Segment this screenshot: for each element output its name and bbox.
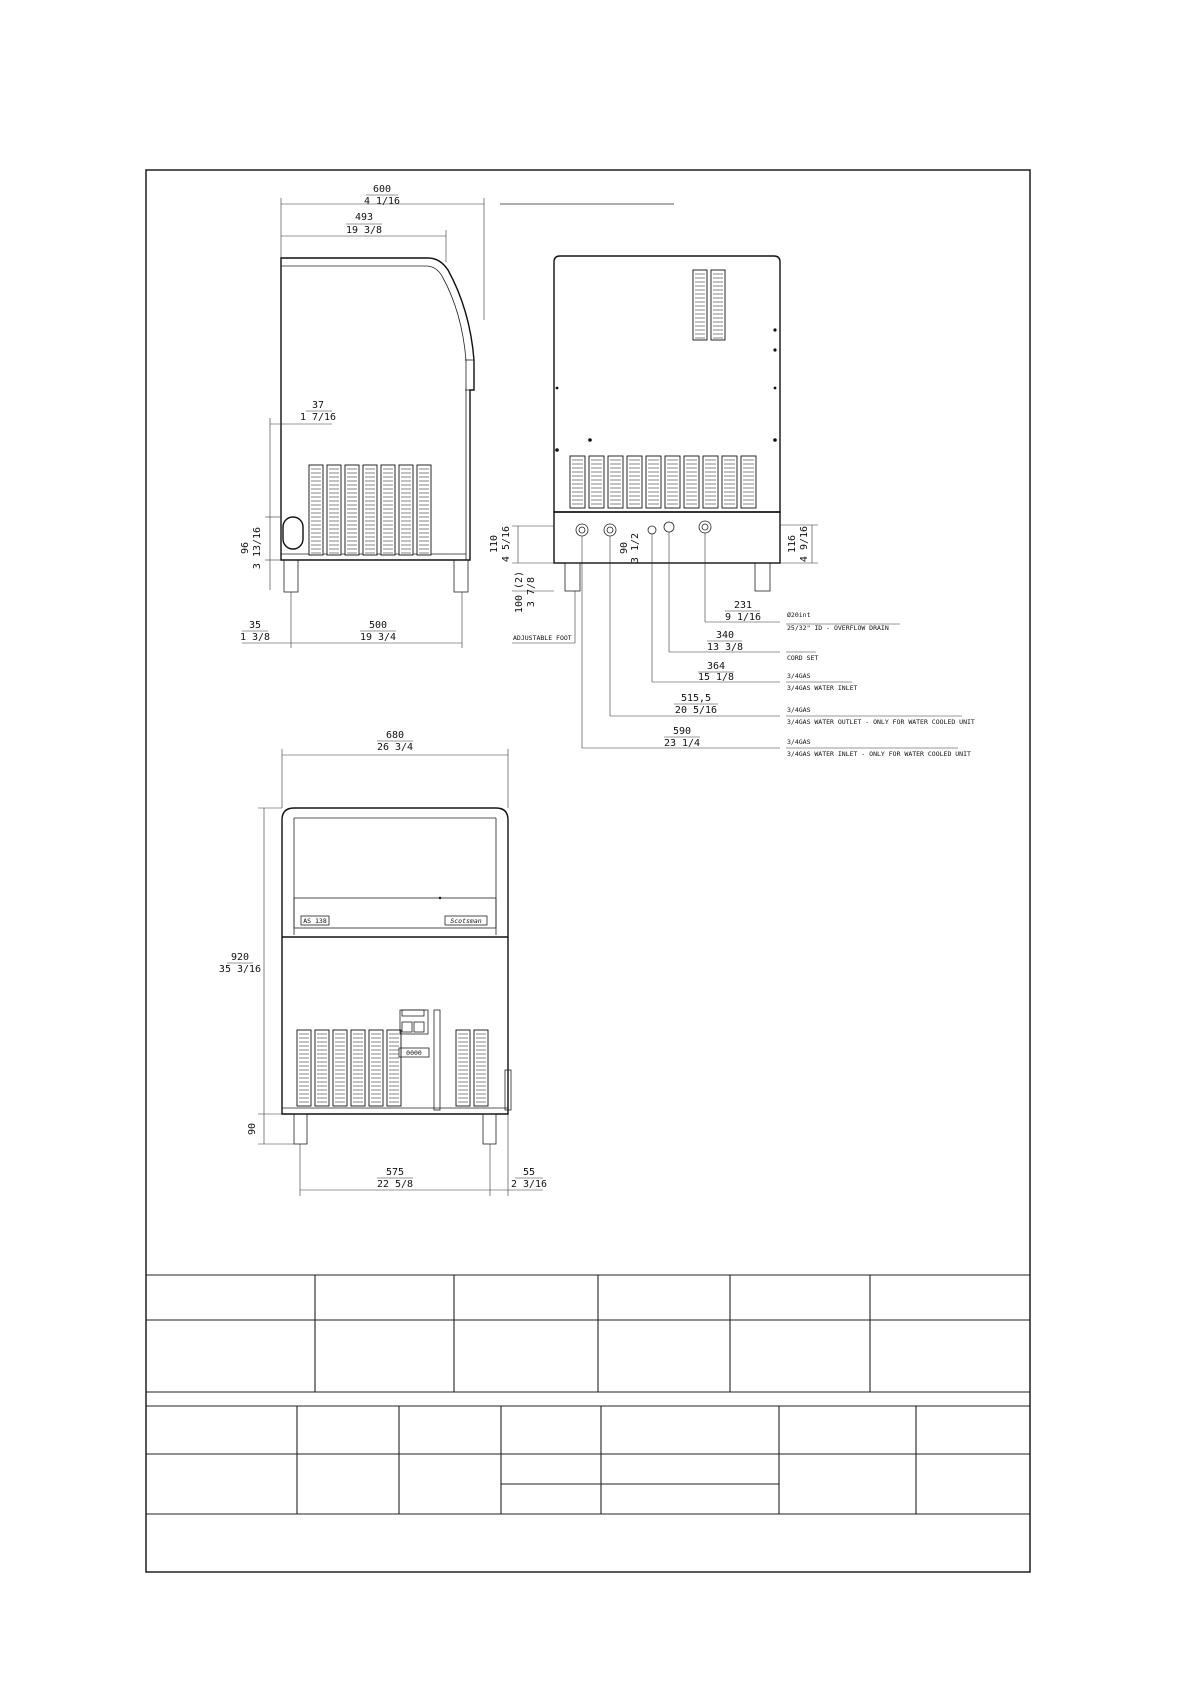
side-grille bbox=[309, 465, 431, 555]
dim-side-inlet-off-mm: 37 bbox=[311, 400, 325, 411]
title-block bbox=[146, 1275, 1030, 1514]
dim-back-340-in: 13 3/8 bbox=[706, 642, 744, 653]
dim-back-5155-mm: 515,5 bbox=[680, 693, 712, 704]
dim-back-340-mm: 340 bbox=[715, 630, 735, 641]
dim-back-conn-h-mm: 90 bbox=[619, 541, 630, 555]
dim-front-side-off-mm: 55 bbox=[522, 1167, 536, 1178]
dim-side-inlet-h-mm: 96 bbox=[240, 541, 251, 555]
dim-back-590-mm: 590 bbox=[672, 726, 692, 737]
dim-back-base-h-mm: 110 bbox=[489, 534, 500, 554]
dim-back-feet-h-mm: 100 (2) bbox=[514, 570, 525, 614]
back-top-grille bbox=[693, 270, 725, 340]
label-cord-set: CORD SET bbox=[787, 654, 819, 662]
dim-side-body-mm: 493 bbox=[354, 212, 374, 223]
front-right-grille bbox=[456, 1030, 488, 1106]
brand-badge: Scotsman bbox=[450, 917, 482, 925]
overflow-drain-connector bbox=[699, 521, 711, 533]
side-inlet-oval bbox=[283, 517, 303, 549]
dim-back-feet-h-in: 3 7/8 bbox=[526, 576, 537, 608]
dim-side-body-in: 19 3/8 bbox=[345, 225, 383, 236]
back-view bbox=[489, 256, 975, 758]
dim-back-231-mm: 231 bbox=[733, 600, 753, 611]
label-overflow-2: 25/32" ID - OVERFLOW DRAIN bbox=[787, 624, 889, 632]
dim-front-h-mm: 920 bbox=[230, 952, 250, 963]
display-readout: 0000 bbox=[406, 1049, 422, 1057]
dim-back-590-in: 23 1/4 bbox=[663, 738, 701, 749]
dim-back-364-in: 15 1/8 bbox=[697, 672, 735, 683]
dim-side-front-off-mm: 35 bbox=[248, 620, 262, 631]
front-view bbox=[219, 730, 547, 1196]
label-cooled-inlet-2: 3/4GAS WATER INLET - ONLY FOR WATER COOLED UNIT bbox=[787, 750, 971, 758]
dim-front-side-off-in: 2 3/16 bbox=[510, 1179, 548, 1190]
dim-back-231-in: 9 1/16 bbox=[724, 612, 762, 623]
dim-front-h-in: 35 3/16 bbox=[218, 964, 262, 975]
cord-set-connector bbox=[664, 522, 674, 532]
label-overflow-1: Ø20int bbox=[787, 611, 811, 619]
dim-side-total-in: 4 1/16 bbox=[363, 196, 401, 207]
dim-front-feet-mm: 575 bbox=[385, 1167, 405, 1178]
dim-side-inlet-h-in: 3 13/16 bbox=[252, 526, 263, 570]
dim-side-feet-mm: 500 bbox=[368, 620, 388, 631]
dim-side-front-off-in: 1 3/8 bbox=[239, 632, 271, 643]
dim-back-right-h-in: 4 9/16 bbox=[799, 525, 810, 563]
label-water-outlet-1: 3/4GAS bbox=[787, 706, 811, 714]
label-water-inlet-2: 3/4GAS WATER INLET bbox=[787, 684, 858, 692]
dim-front-feet-h-mm: 90 bbox=[247, 1122, 258, 1136]
dim-side-total-mm: 600 bbox=[372, 184, 392, 195]
dim-front-feet-in: 22 5/8 bbox=[376, 1179, 414, 1190]
label-water-outlet-2: 3/4GAS WATER OUTLET - ONLY FOR WATER COOLED UNIT bbox=[787, 718, 975, 726]
front-left-grille bbox=[297, 1030, 401, 1106]
dim-front-w-in: 26 3/4 bbox=[376, 742, 414, 753]
dim-back-base-h-in: 4 5/16 bbox=[501, 525, 512, 563]
water-cooled-inlet-connector bbox=[576, 524, 588, 536]
water-inlet-connector bbox=[648, 526, 656, 534]
label-water-inlet-1: 3/4GAS bbox=[787, 672, 811, 680]
water-outlet-connector bbox=[604, 524, 616, 536]
label-cooled-inlet-1: 3/4GAS bbox=[787, 738, 811, 746]
side-view bbox=[240, 184, 484, 648]
dim-back-5155-in: 20 5/16 bbox=[674, 705, 718, 716]
dim-back-conn-h-in: 3 1/2 bbox=[630, 532, 641, 564]
dim-side-inlet-off-in: 1 7/16 bbox=[299, 412, 337, 423]
model-badge: AS 138 bbox=[303, 917, 327, 925]
dim-back-right-h-mm: 116 bbox=[787, 534, 798, 554]
dim-back-364-mm: 364 bbox=[706, 661, 726, 672]
dim-front-w-mm: 680 bbox=[385, 730, 405, 741]
dim-side-feet-in: 19 3/4 bbox=[359, 632, 397, 643]
sheet-frame bbox=[146, 170, 1030, 1572]
label-adjustable-foot: ADJUSTABLE FOOT bbox=[513, 634, 572, 642]
